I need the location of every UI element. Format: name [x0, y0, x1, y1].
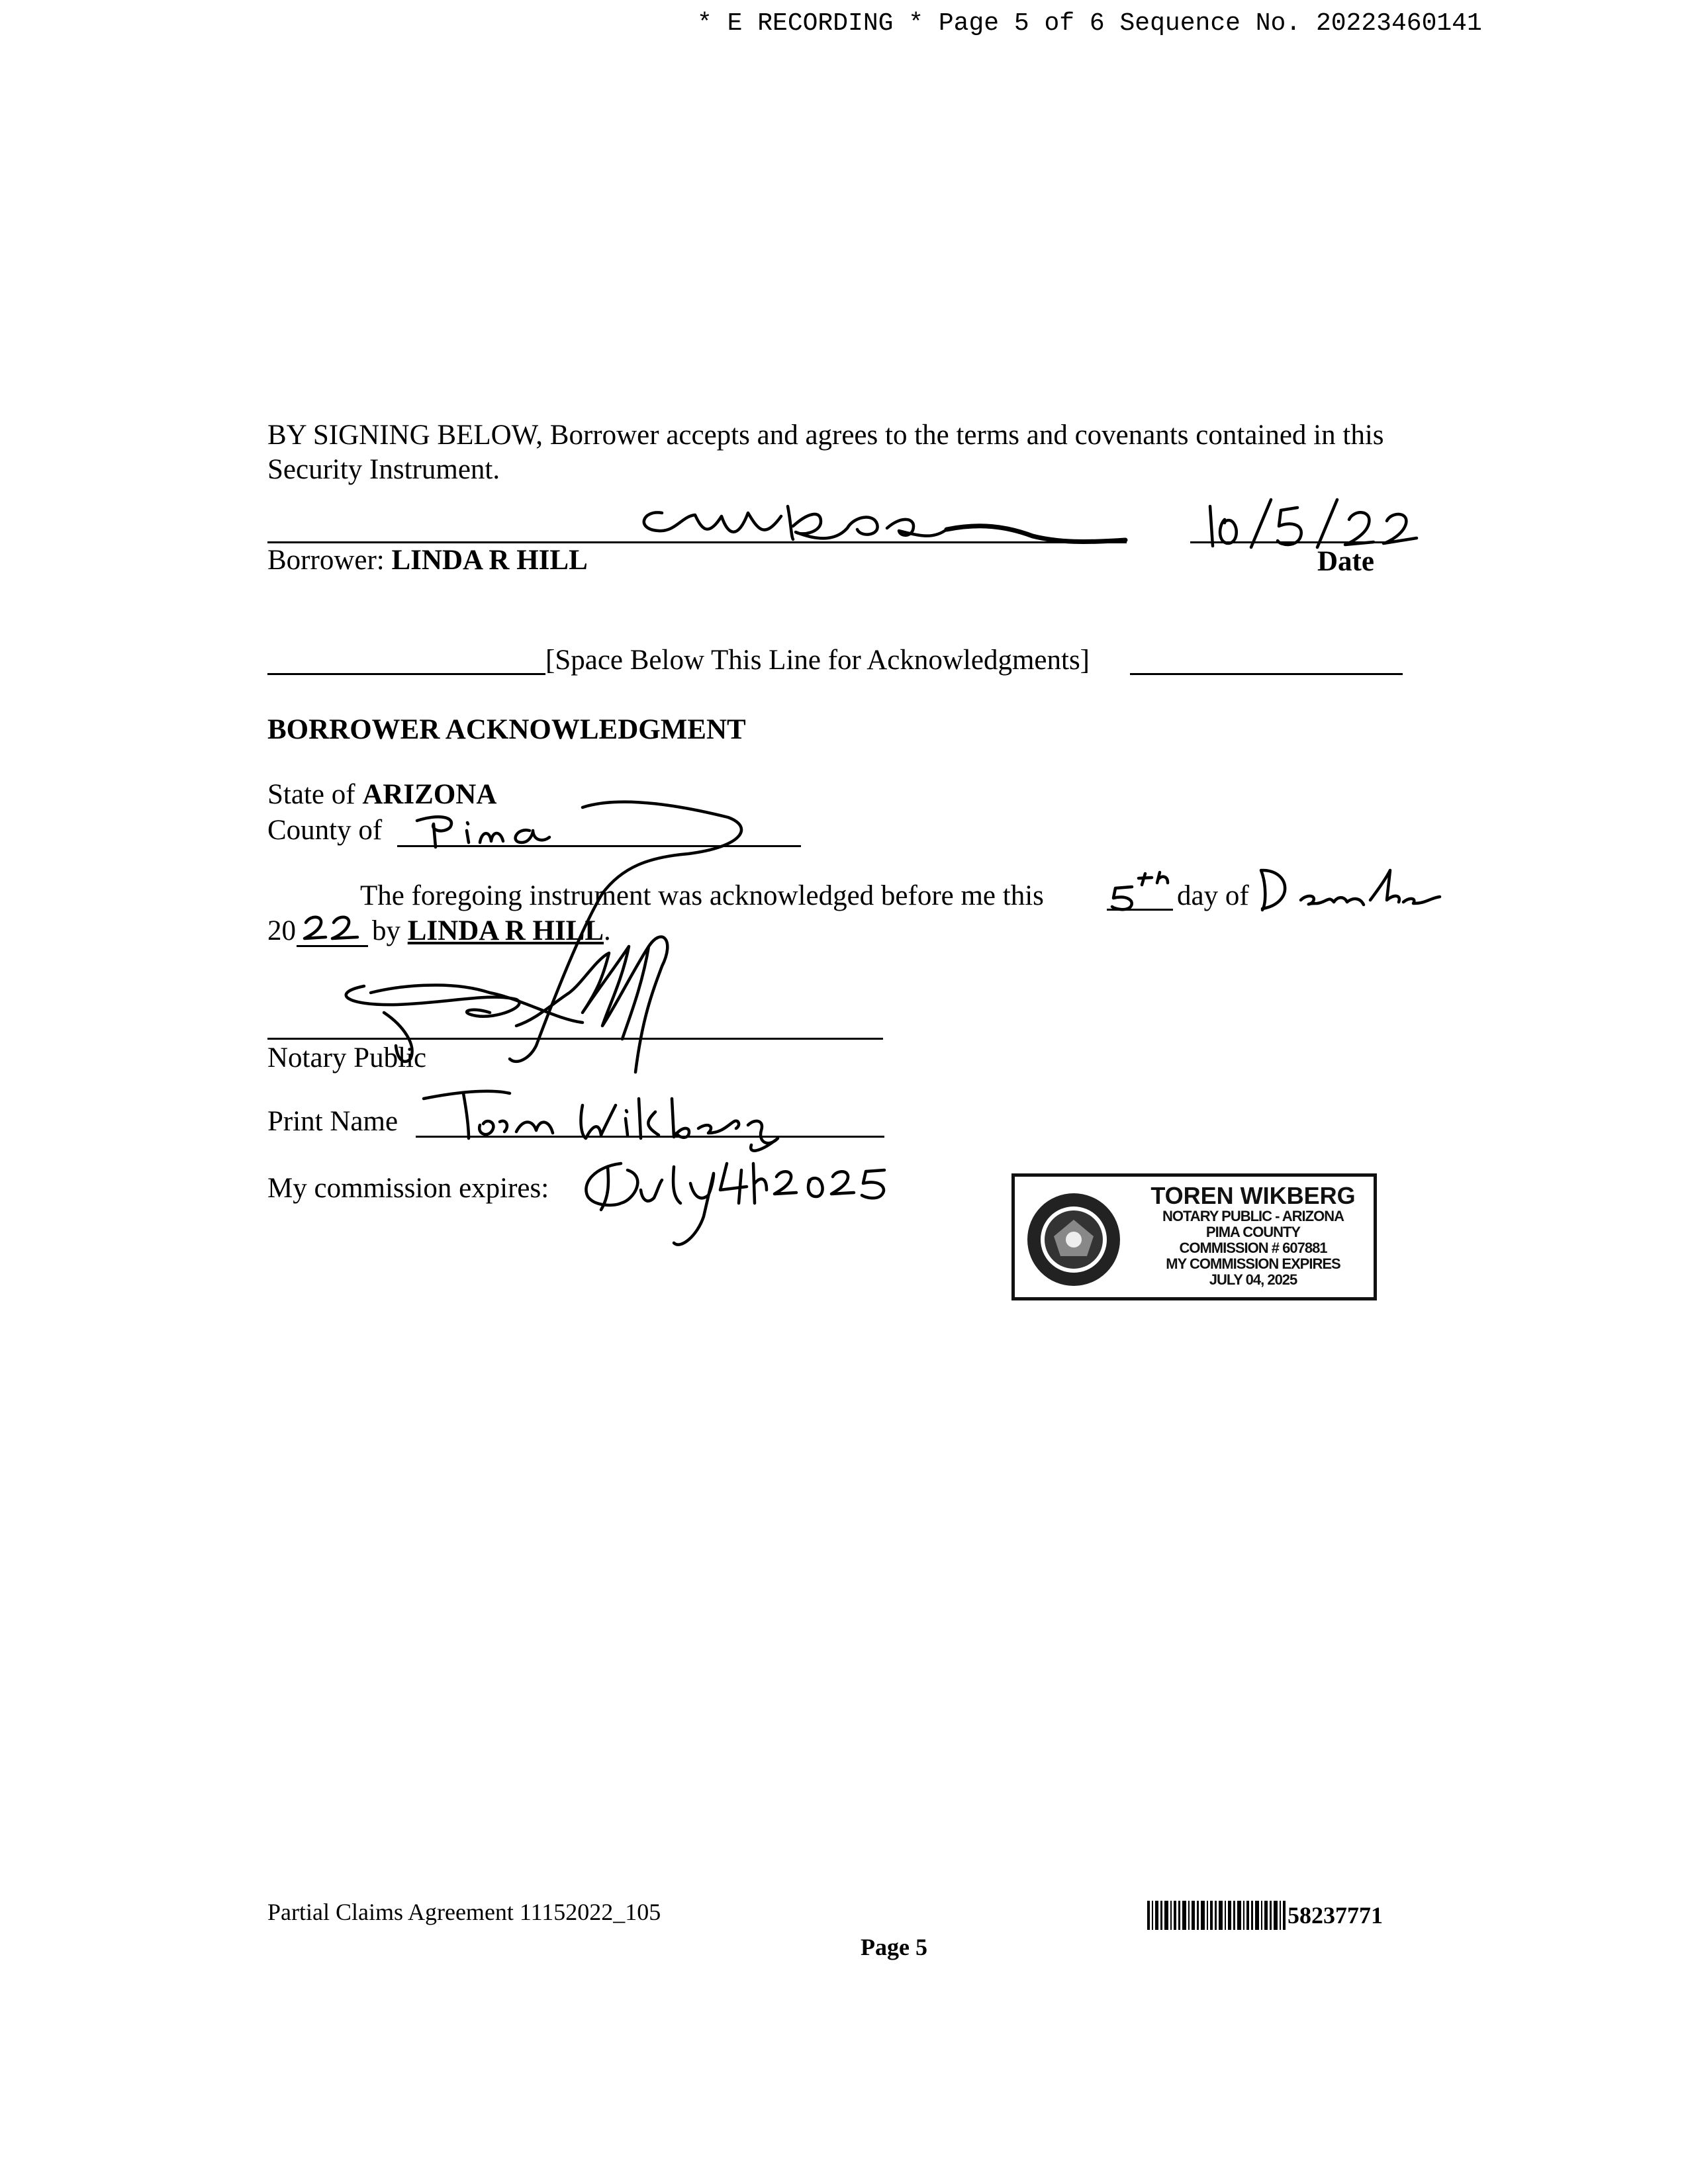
recording-header: * E RECORDING * Page 5 of 6 Sequence No. 20223460141 [697, 9, 1482, 38]
month-handwritten [1254, 864, 1446, 917]
day-handwritten [1105, 868, 1185, 915]
divider-line-right [1130, 673, 1403, 675]
agreement-text: BY SIGNING BELOW, Borrower accepts and agrees to the terms and covenants contained in this Security Instrument. [267, 420, 1384, 485]
footer-barcode [1147, 1901, 1383, 1930]
stamp-expires-label: MY COMMISSION EXPIRES [1166, 1255, 1340, 1272]
date-label: Date [1317, 546, 1374, 577]
handwritten-date [1198, 493, 1436, 553]
print-name-label: Print Name [267, 1106, 399, 1137]
stamp-commission: COMMISSION # 607881 [1179, 1240, 1327, 1256]
name-period: . [604, 915, 611, 946]
acknowledgment-heading: BORROWER ACKNOWLEDGMENT [267, 714, 746, 745]
divider-line-left [267, 673, 545, 675]
print-name-handwritten [417, 1085, 814, 1158]
commission-handwritten [568, 1150, 912, 1256]
acknowledgment-divider: [Space Below This Line for Acknowledgments] [545, 645, 1090, 676]
day-of-label: day of [1177, 880, 1249, 911]
by-label: by [372, 915, 400, 946]
notary-public-label: Notary Public [267, 1042, 427, 1073]
acknowledged-name: LINDA R HILL [407, 915, 604, 946]
stamp-title: NOTARY PUBLIC - ARIZONA [1162, 1208, 1344, 1224]
barcode-icon [1147, 1901, 1286, 1930]
footer-document-name: Partial Claims Agreement 11152022_105 [267, 1899, 661, 1925]
stamp-county: PIMA COUNTY [1205, 1224, 1301, 1240]
commission-expires-label: My commission expires: [267, 1173, 549, 1204]
page-number: Page 5 [861, 1934, 927, 1960]
stamp-notary-name: TOREN WIKBERG [1150, 1182, 1356, 1209]
borrower-label: Borrower: [267, 545, 385, 576]
stamp-expires-date: JULY 04, 2025 [1209, 1271, 1297, 1288]
county-label: County of [267, 815, 383, 846]
notary-stamp-text [1134, 1183, 1372, 1288]
year-prefix: 20 [267, 915, 296, 946]
borrower-signature [622, 477, 1139, 556]
state-value: ARIZONA [362, 779, 497, 810]
acknowledgment-sentence: The foregoing instrument was acknowledged before me this [360, 880, 1044, 911]
notary-signature [318, 794, 781, 1085]
borrower-name: LINDA R HILL [391, 545, 588, 576]
state-label: State of [267, 779, 355, 810]
state-seal-icon [1024, 1190, 1123, 1289]
barcode-number: 58237771 [1288, 1902, 1383, 1929]
notary-stamp [1011, 1173, 1377, 1300]
borrower-label-row [267, 543, 588, 578]
